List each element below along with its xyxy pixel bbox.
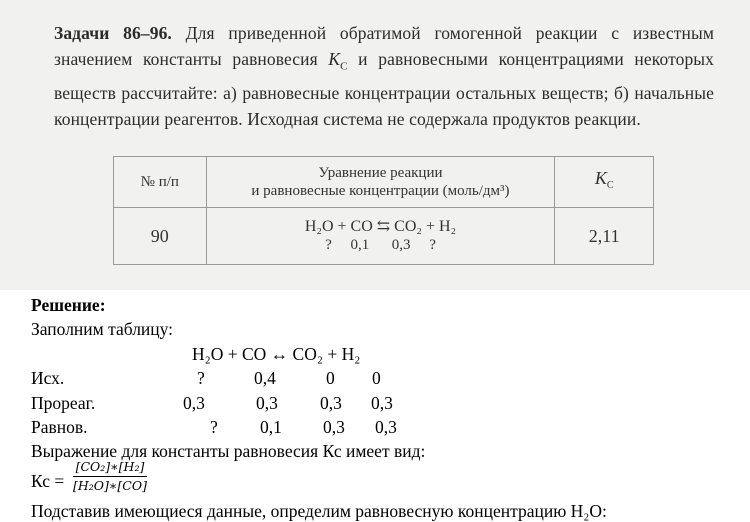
row-equation	[206, 208, 555, 265]
header-number: № п/п	[114, 157, 207, 208]
cut-off-line: Подставив имеющиеся данные, определим равновесную концентрацию H₂O:	[31, 501, 607, 521]
row-label-initial: Исх.	[31, 368, 65, 388]
k-subscript: C	[340, 60, 348, 73]
fill-table-text: Заполним таблицу:	[31, 319, 174, 339]
kc-label: Кс =	[31, 471, 65, 491]
initial-co2: 0	[326, 368, 335, 388]
row-equation-formula: H₂O + CO ⇆ CO₂ + H₂	[304, 218, 457, 235]
equilibrium-co2: 0,3	[323, 417, 345, 437]
header-equation-line2: и равновесные концентрации (моль/дм³)	[251, 183, 510, 199]
header-k	[555, 157, 654, 208]
task-text-2: и равновесными концентрациями некоторых веществ рассчитайте: а) равновесные концентрации остальных веществ; б) начальные концентрации реагентов. Исходная система не содержала продуктов реакции.	[54, 49, 714, 129]
task-text-1: Для приведенной обратимой гомогенной реакции с известным значением константы равновесия	[54, 23, 714, 69]
reacted-h2: 0,3	[371, 393, 393, 413]
reaction-equation: H₂O + CO ↔ CO₂ + H₂	[192, 344, 361, 364]
solution-heading: Решение:	[31, 295, 106, 315]
reacted-co: 0,3	[256, 393, 278, 413]
task-statement	[54, 20, 714, 132]
problem-table	[113, 156, 654, 265]
reacted-h2o: 0,3	[183, 393, 205, 413]
equilibrium-co: 0,1	[260, 417, 282, 437]
kc-fraction	[73, 459, 147, 494]
initial-h2o: ?	[197, 368, 205, 388]
header-equation	[206, 157, 555, 208]
row-number: 90	[114, 208, 207, 265]
kc-denominator: [H₂O]∗[CO]	[73, 478, 147, 493]
expression-intro: Выражение для константы равновесия Кс имеет вид:	[31, 441, 426, 461]
initial-co: 0,4	[254, 368, 276, 388]
table-row	[114, 208, 654, 265]
header-equation-line1: Уравнение реакции	[318, 165, 443, 181]
problem-table-header	[114, 157, 654, 208]
reacted-co2: 0,3	[320, 393, 342, 413]
header-k-symbol: K	[594, 168, 607, 188]
equilibrium-h2: 0,3	[375, 417, 397, 437]
row-k-value: 2,11	[555, 208, 654, 265]
row-label-reacted: Прореаг.	[31, 393, 96, 413]
kc-numerator: [CO₂]∗[H₂]	[73, 459, 147, 477]
equilibrium-h2o: ?	[210, 417, 218, 437]
row-label-equilibrium: Равнов.	[31, 417, 88, 437]
task-title: Задачи 86–96.	[54, 23, 172, 43]
k-symbol: K	[328, 49, 341, 69]
row-equation-values: ? 0,1 0,3 ?	[325, 237, 436, 253]
initial-h2: 0	[372, 368, 381, 388]
header-k-subscript: C	[606, 180, 614, 191]
